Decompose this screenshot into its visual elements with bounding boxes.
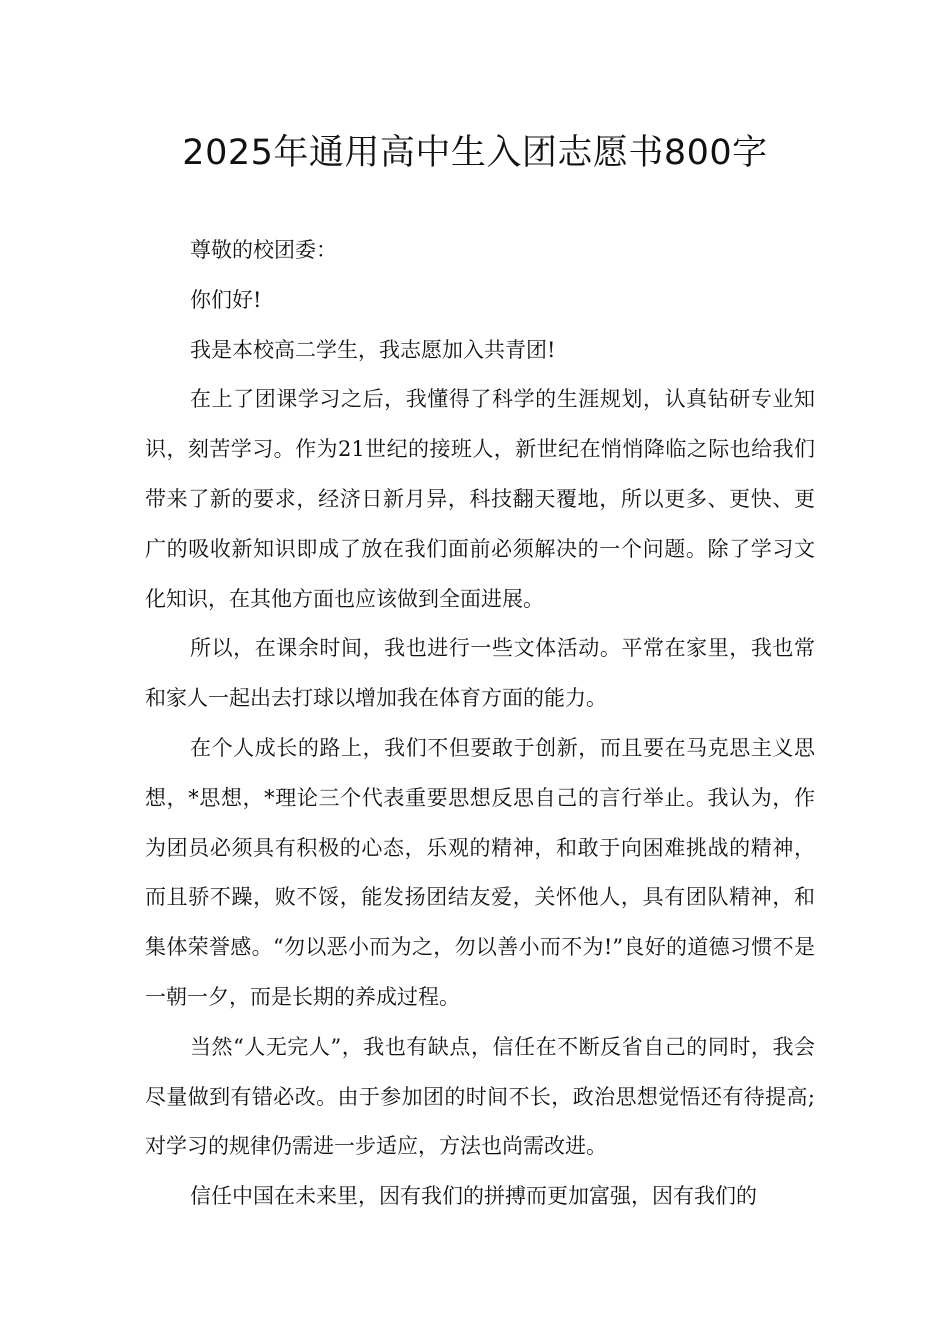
paragraph-future: 信任中国在未来里，因有我们的拼搏而更加富强，因有我们的 [190,1184,757,1209]
paragraph-shortcomings: 当然“人无完人”，我也有缺点，信任在不断反省自己的同时，我会尽量做到有错必改。由于参加团的时间不长，政治思想觉悟还有待提高;对学习的规律仍需进一步适应，方法也尚需改进。 [145,1034,815,1159]
greeting: 你们好! [190,287,262,312]
salutation: 尊敬的校团委： [190,238,337,262]
document-title: 2025年通用高中生入团志愿书800字 [182,133,768,173]
paragraph-intro: 我是本校高二学生，我志愿加入共青团! [190,337,556,362]
paragraph-growth: 在个人成长的路上，我们不但要敢于创新，而且要在马克思主义思想，*思想，*理论三个代表重要思想反思自己的言行举止。我认为，作为团员必须具有积极的心态，乐观的精神，和敢于向困难挑战的精神，而且骄不躁，败不馁，能发扬团结友爱，关怀他人，具有团队精神，和集体荣誉感。“勿以恶小而为之，勿以善小而不为!”良好的道德习惯不是一朝一夕，而是长期的养成过程。 [145,735,815,1009]
document-body [145,226,815,1222]
paragraph-activities: 所以，在课余时间，我也进行一些文体活动。平常在家里，我也常和家人一起出去打球以增加我在体育方面的能力。 [145,636,815,711]
paragraph-study: 在上了团课学习之后，我懂得了科学的生涯规划，认真钻研专业知识，刻苦学习。作为21世纪的接班人，新世纪在悄悄降临之际也给我们带来了新的要求，经济日新月异，科技翻天覆地，所以更多、更快、更广的吸收新知识即成了放在我们面前必须解决的一个问题。除了学习文化知识，在其他方面也应该做到全面进展。 [145,387,815,611]
